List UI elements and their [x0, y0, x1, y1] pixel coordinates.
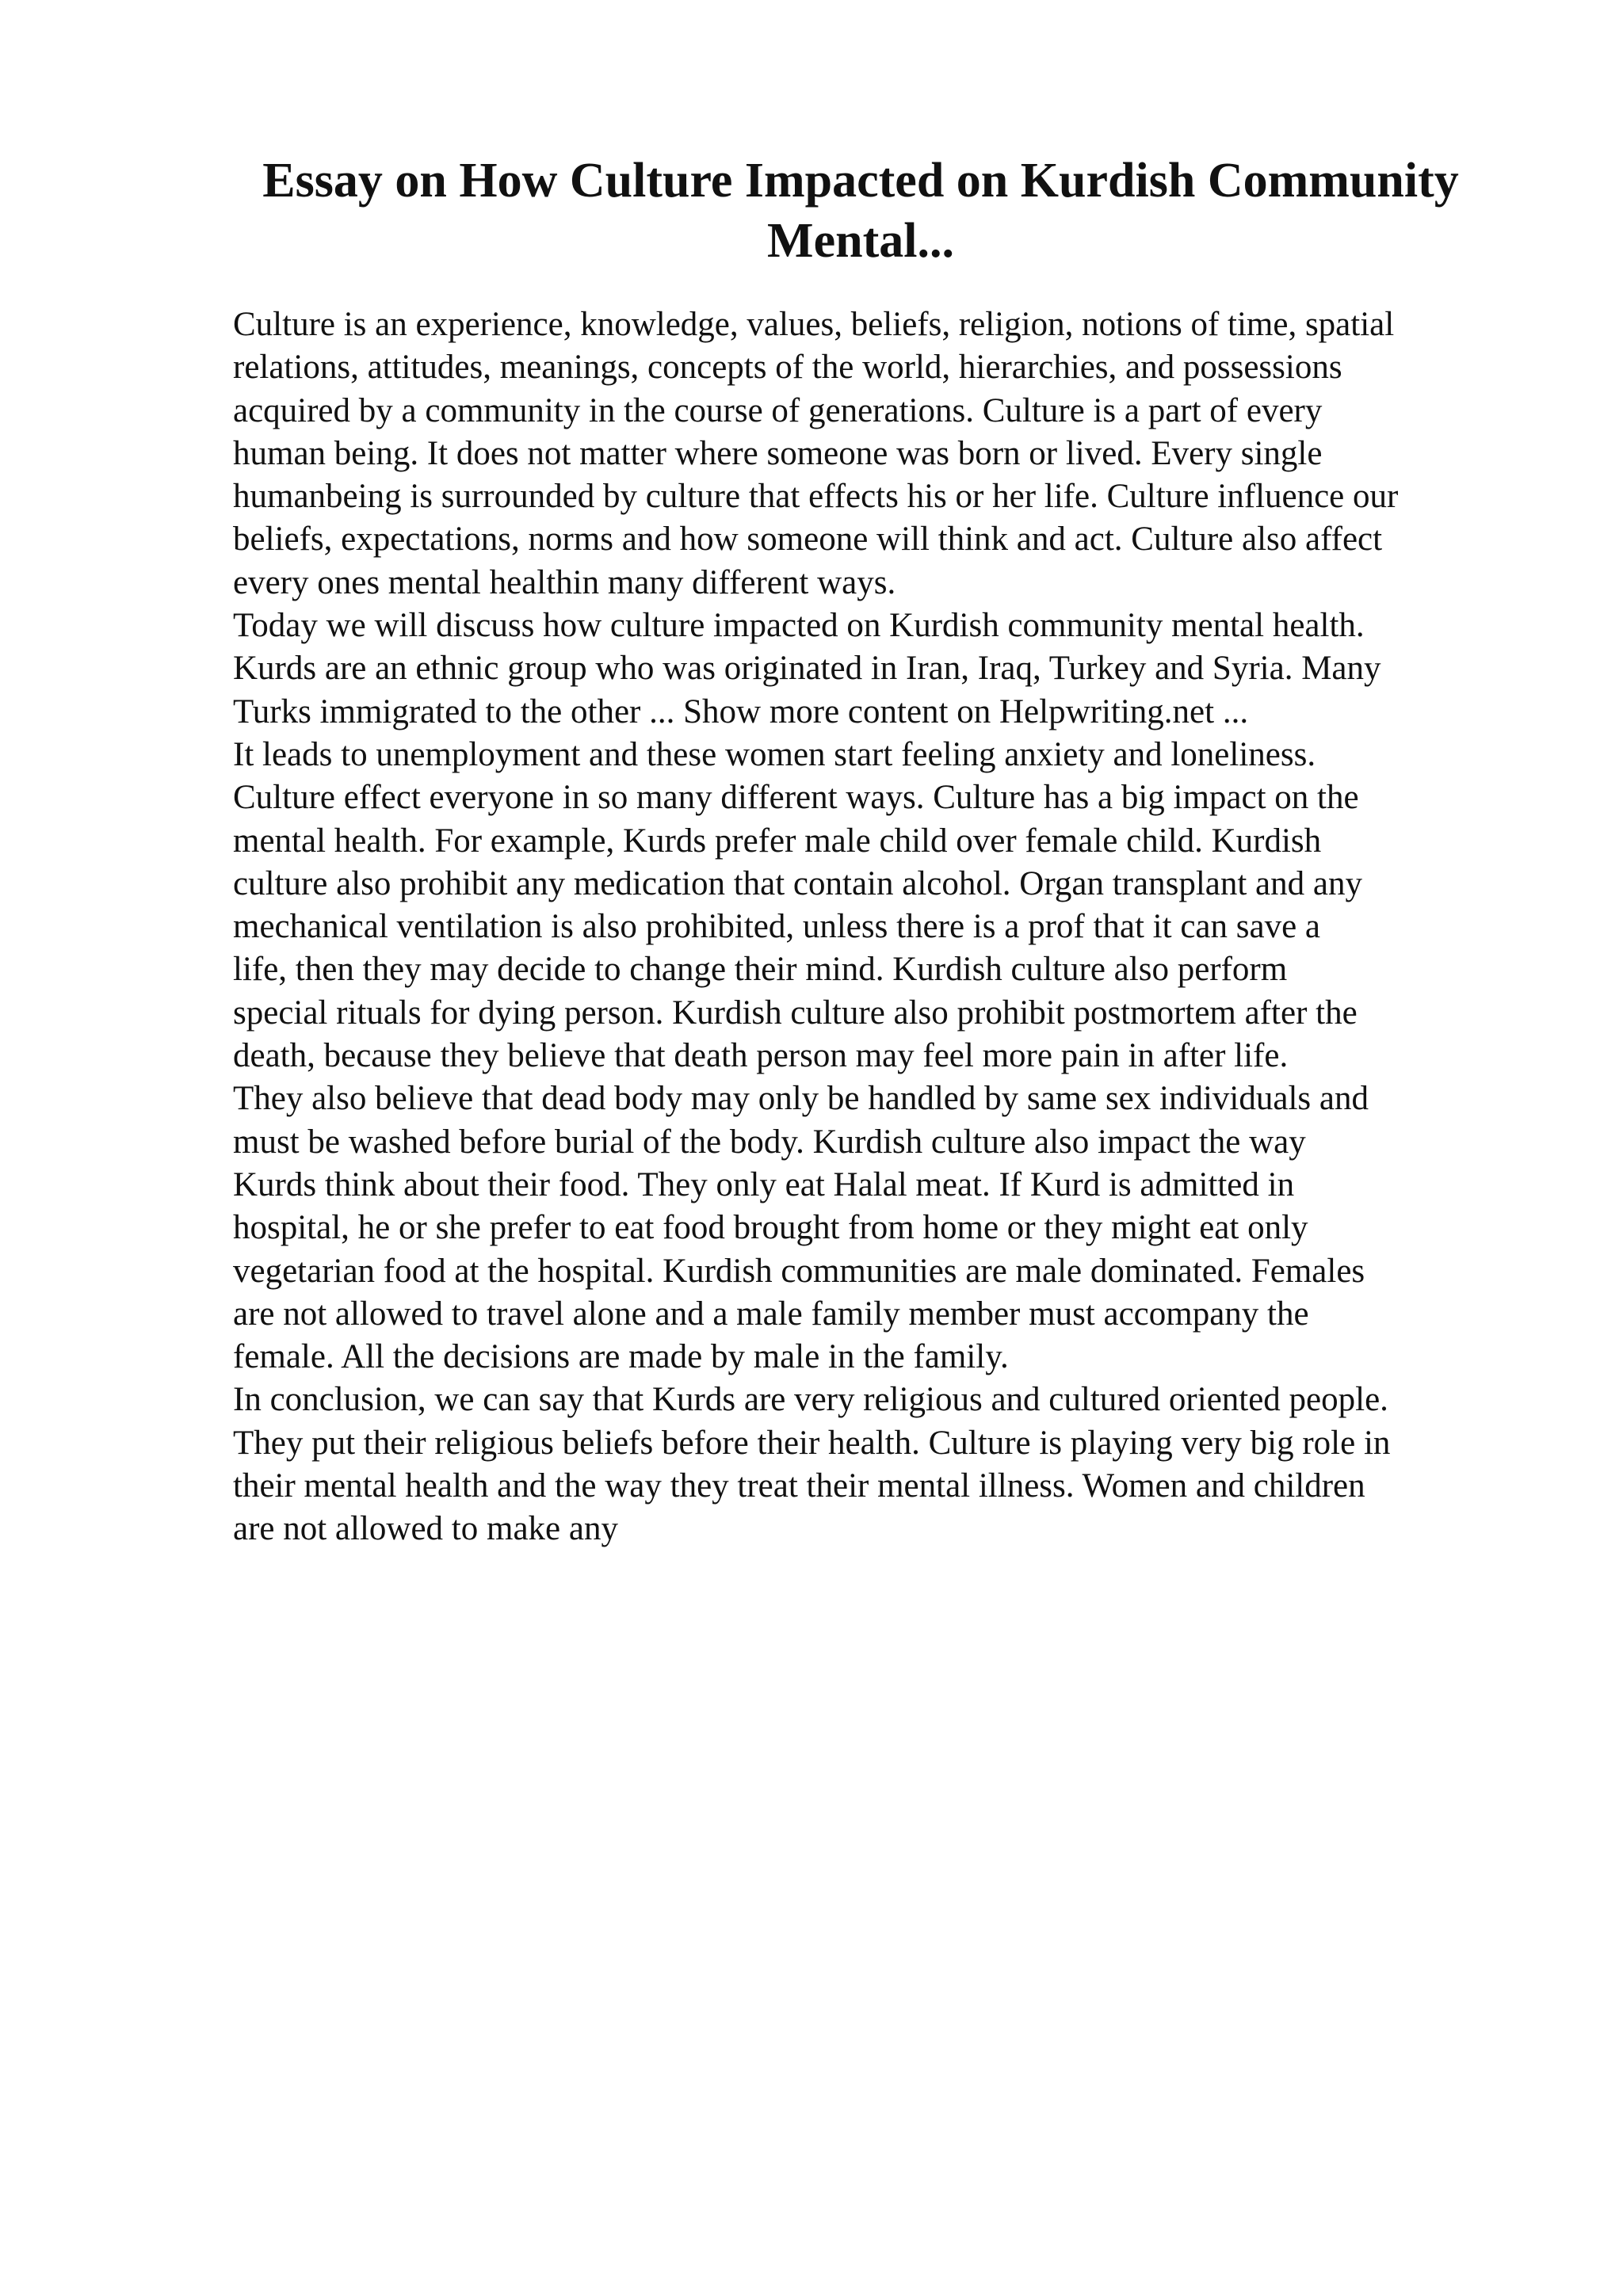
body-line: vegetarian food at the hospital. Kurdish communities are male dominated. Females: [233, 1252, 1365, 1290]
body-line: They also believe that dead body may only be handled by same sex individuals and: [233, 1080, 1369, 1118]
body-line: female. All the decisions are made by male in the family.: [233, 1338, 1009, 1376]
body-line: hospital, he or she prefer to eat food brought from home or they might eat only: [233, 1209, 1308, 1247]
body-line: Today we will discuss how culture impacted on Kurdish community mental health.: [233, 607, 1365, 645]
body-line: human being. It does not matter where someone was born or lived. Every single: [233, 434, 1323, 472]
title-line: Essay on How Culture Impacted on Kurdish Community: [262, 154, 1459, 208]
body-line: are not allowed to make any: [233, 1510, 618, 1548]
body-line: In conclusion, we can say that Kurds are very religious and cultured oriented people.: [233, 1381, 1388, 1419]
body-line: humanbeing is surrounded by culture that effects his or her life. Culture influence our: [233, 478, 1399, 516]
body-line: It leads to unemployment and these women start feeling anxiety and loneliness.: [233, 735, 1316, 773]
body-line: Culture effect everyone in so many different ways. Culture has a big impact on the: [233, 779, 1359, 817]
body-line: acquired by a community in the course of generations. Culture is a part of every: [233, 391, 1323, 429]
body-line: Kurds think about their food. They only eat Halal meat. If Kurd is admitted in: [233, 1165, 1295, 1203]
body-line: death, because they believe that death person may feel more pain in after life.: [233, 1037, 1289, 1075]
essay-body: [233, 303, 1533, 1551]
body-line: are not allowed to travel alone and a male family member must accompany the: [233, 1295, 1309, 1333]
document-title: [235, 151, 1487, 271]
body-line: Kurds are an ethnic group who was originated in Iran, Iraq, Turkey and Syria. Many: [233, 650, 1381, 688]
body-line: Turks immigrated to the other ... Show more content on Helpwriting.net ...: [233, 692, 1249, 730]
body-line: every ones mental healthin many different ways.: [233, 563, 896, 601]
title-line: Mental...: [767, 214, 954, 268]
body-line: beliefs, expectations, norms and how someone will think and act. Culture also affect: [233, 521, 1383, 559]
body-line: must be washed before burial of the body. Kurdish culture also impact the way: [233, 1123, 1306, 1161]
body-line: They put their religious beliefs before their health. Culture is playing very big role in: [233, 1424, 1391, 1462]
body-line: culture also prohibit any medication that contain alcohol. Organ transplant and any: [233, 864, 1362, 902]
body-line: special rituals for dying person. Kurdish culture also prohibit postmortem after the: [233, 994, 1358, 1032]
body-line: mental health. For example, Kurds prefer male child over female child. Kurdish: [233, 822, 1322, 860]
body-line: Culture is an experience, knowledge, values, beliefs, religion, notions of time, spatial: [233, 306, 1395, 343]
body-line: life, then they may decide to change their mind. Kurdish culture also perform: [233, 951, 1288, 989]
body-line: their mental health and the way they treat their mental illness. Women and children: [233, 1467, 1365, 1505]
body-line: mechanical ventilation is also prohibited, unless there is a prof that it can save a: [233, 908, 1320, 946]
body-line: relations, attitudes, meanings, concepts of the world, hierarchies, and possessions: [233, 349, 1342, 387]
